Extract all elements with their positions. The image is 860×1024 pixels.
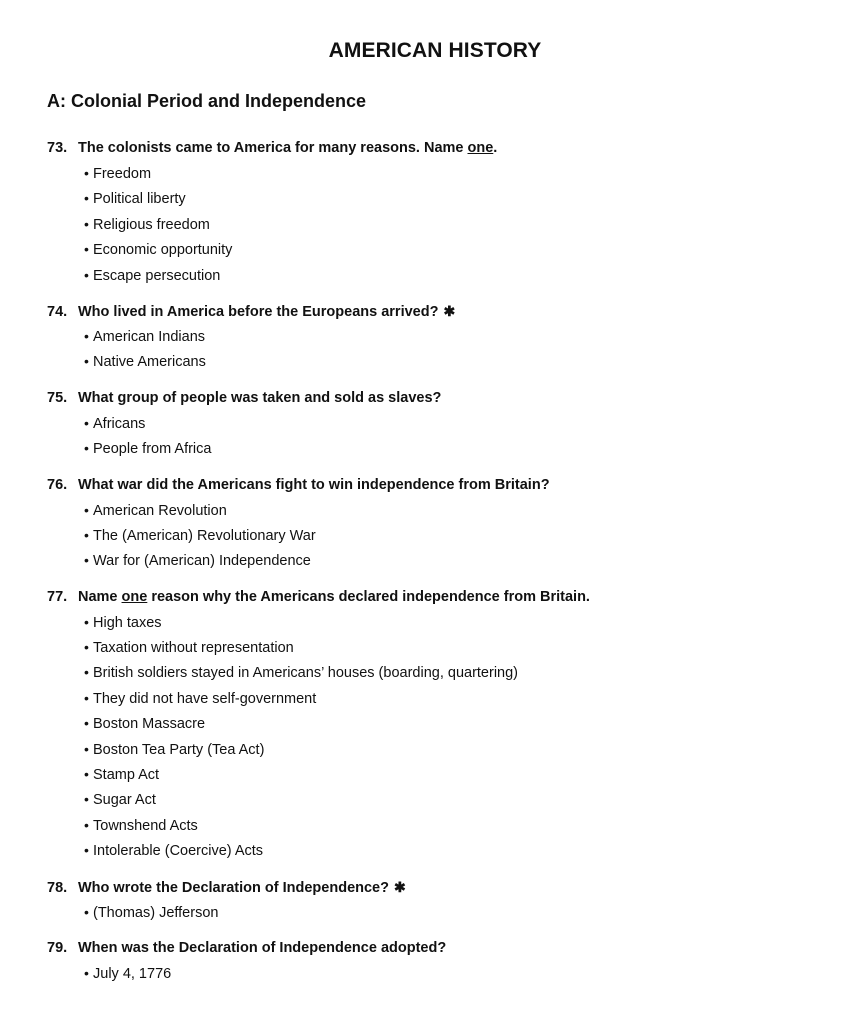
bullet-icon: • [84, 165, 89, 181]
answer-item [84, 762, 837, 787]
question-number: 77. [47, 588, 68, 605]
bullet-icon: • [84, 190, 89, 207]
bullet-icon: • [84, 903, 89, 920]
question-item [47, 387, 837, 462]
bullet-icon: • [84, 639, 89, 656]
answer-text: Freedom [93, 166, 152, 182]
section-heading: A: Colonial Period and Independence [47, 91, 367, 111]
question-number: 78. [47, 879, 68, 896]
question-item [47, 937, 837, 986]
bullet-icon: • [84, 414, 89, 431]
question-line [47, 876, 837, 898]
question-item [47, 474, 837, 574]
question-list [47, 137, 837, 998]
bullet-icon: • [84, 215, 89, 232]
bullet-icon: • [84, 241, 89, 258]
question-text-part: reason why the Americans declared independence from Britain. [147, 588, 590, 605]
answer-list [47, 411, 837, 462]
answer-item [84, 436, 837, 461]
answer-text: Intolerable (Coercive) Acts [93, 843, 264, 860]
question-line [47, 387, 837, 409]
answer-text: Economic opportunity [93, 242, 233, 259]
answer-list [47, 498, 837, 574]
question-line [47, 300, 837, 322]
question-line [47, 586, 837, 608]
bullet-icon: • [84, 526, 89, 543]
answer-item [84, 813, 837, 838]
answer-text: People from Africa [93, 441, 212, 458]
question-text [78, 300, 455, 323]
bullet-icon: • [84, 327, 89, 344]
answer-text: British soldiers stayed in Americans’ houses (boarding, quartering) [93, 665, 519, 682]
answer-text: Native Americans [93, 354, 206, 371]
answer-list [47, 324, 837, 375]
page-title: AMERICAN HISTORY [328, 39, 542, 62]
question-line [47, 937, 837, 959]
bullet-icon: • [84, 816, 89, 833]
question-text [78, 474, 550, 496]
question-emphasis: one [467, 140, 494, 156]
question-item [47, 300, 837, 375]
answer-item [84, 237, 837, 262]
question-number: 73. [47, 140, 68, 156]
answer-list [47, 900, 837, 925]
bullet-icon: • [84, 613, 89, 630]
answer-text: Townshend Acts [93, 817, 198, 834]
answer-text: Stamp Act [93, 767, 160, 784]
answer-text: (Thomas) Jefferson [93, 904, 219, 921]
answer-item [84, 660, 837, 685]
bullet-icon: • [84, 664, 89, 681]
bullet-icon: • [84, 552, 89, 569]
bullet-icon: • [84, 440, 89, 457]
question-text-part: . [493, 140, 498, 156]
answer-item [84, 523, 837, 548]
answer-item [84, 263, 837, 288]
asterisk-star-icon: ✱ [443, 302, 456, 319]
answer-item [84, 900, 837, 925]
bullet-icon: • [84, 689, 89, 706]
question-text-part: What war did the Americans fight to win independence from Britain? [78, 476, 550, 493]
question-text [78, 937, 446, 959]
answer-item [84, 161, 837, 186]
asterisk-star-icon: ✱ [393, 878, 406, 895]
bullet-icon: • [84, 266, 89, 283]
question-text [78, 876, 406, 899]
question-item [47, 876, 837, 925]
question-item [47, 586, 837, 864]
answer-item [84, 711, 837, 736]
answer-text: Boston Massacre [93, 716, 206, 733]
question-line [47, 137, 837, 159]
answer-item [84, 498, 837, 523]
answer-item [84, 548, 837, 573]
answer-text: Religious freedom [93, 216, 210, 233]
answer-text: The (American) Revolutionary War [93, 527, 316, 544]
answer-item [84, 686, 837, 711]
question-line [47, 474, 837, 496]
question-text [78, 387, 441, 409]
question-number: 74. [47, 303, 68, 320]
answer-text: Political liberty [93, 191, 186, 208]
question-text-part: Who wrote the Declaration of Independence? [78, 879, 389, 896]
question-number: 76. [47, 476, 68, 493]
answer-item [84, 838, 837, 863]
answer-item [84, 349, 837, 374]
answer-item [84, 787, 837, 812]
answer-text: High taxes [93, 614, 162, 631]
answer-text: Taxation without representation [93, 640, 294, 657]
question-text-part: The colonists came to America for many reasons. Name [78, 140, 468, 156]
answer-list [47, 610, 837, 864]
answer-text: Escape persecution [93, 267, 221, 284]
bullet-icon: • [84, 964, 89, 981]
answer-list [47, 961, 837, 986]
bullet-icon: • [84, 766, 89, 783]
question-text [78, 137, 497, 159]
answer-item [84, 212, 837, 237]
answer-item [84, 635, 837, 660]
answer-text: July 4, 1776 [93, 965, 172, 982]
bullet-icon: • [84, 501, 89, 518]
question-text-part: When was the Declaration of Independence adopted? [78, 939, 447, 956]
question-item [47, 137, 837, 288]
answer-item [84, 961, 837, 986]
answer-item [84, 610, 837, 635]
answer-text: They did not have self-government [93, 690, 317, 707]
answer-text: American Revolution [93, 502, 227, 519]
question-text-part: Who lived in America before the Europeans arrived? [78, 303, 439, 320]
answer-text: Africans [93, 415, 146, 432]
answer-item [84, 411, 837, 436]
bullet-icon: • [84, 842, 89, 859]
bullet-icon: • [84, 740, 89, 757]
bullet-icon: • [84, 353, 89, 370]
question-number: 79. [47, 939, 68, 956]
answer-text: War for (American) Independence [93, 553, 311, 570]
question-emphasis: one [121, 588, 148, 605]
answer-list [47, 161, 837, 288]
question-text-part: What group of people was taken and sold as slaves? [78, 389, 442, 406]
answer-item [84, 186, 837, 211]
answer-text: Sugar Act [93, 792, 156, 809]
question-number: 75. [47, 389, 68, 406]
answer-item [84, 324, 837, 349]
bullet-icon: • [84, 791, 89, 808]
answer-text: Boston Tea Party (Tea Act) [93, 741, 265, 758]
answer-text: American Indians [93, 328, 206, 345]
question-text [78, 586, 590, 608]
answer-item [84, 737, 837, 762]
question-text-part: Name [78, 588, 122, 605]
bullet-icon: • [84, 715, 89, 732]
